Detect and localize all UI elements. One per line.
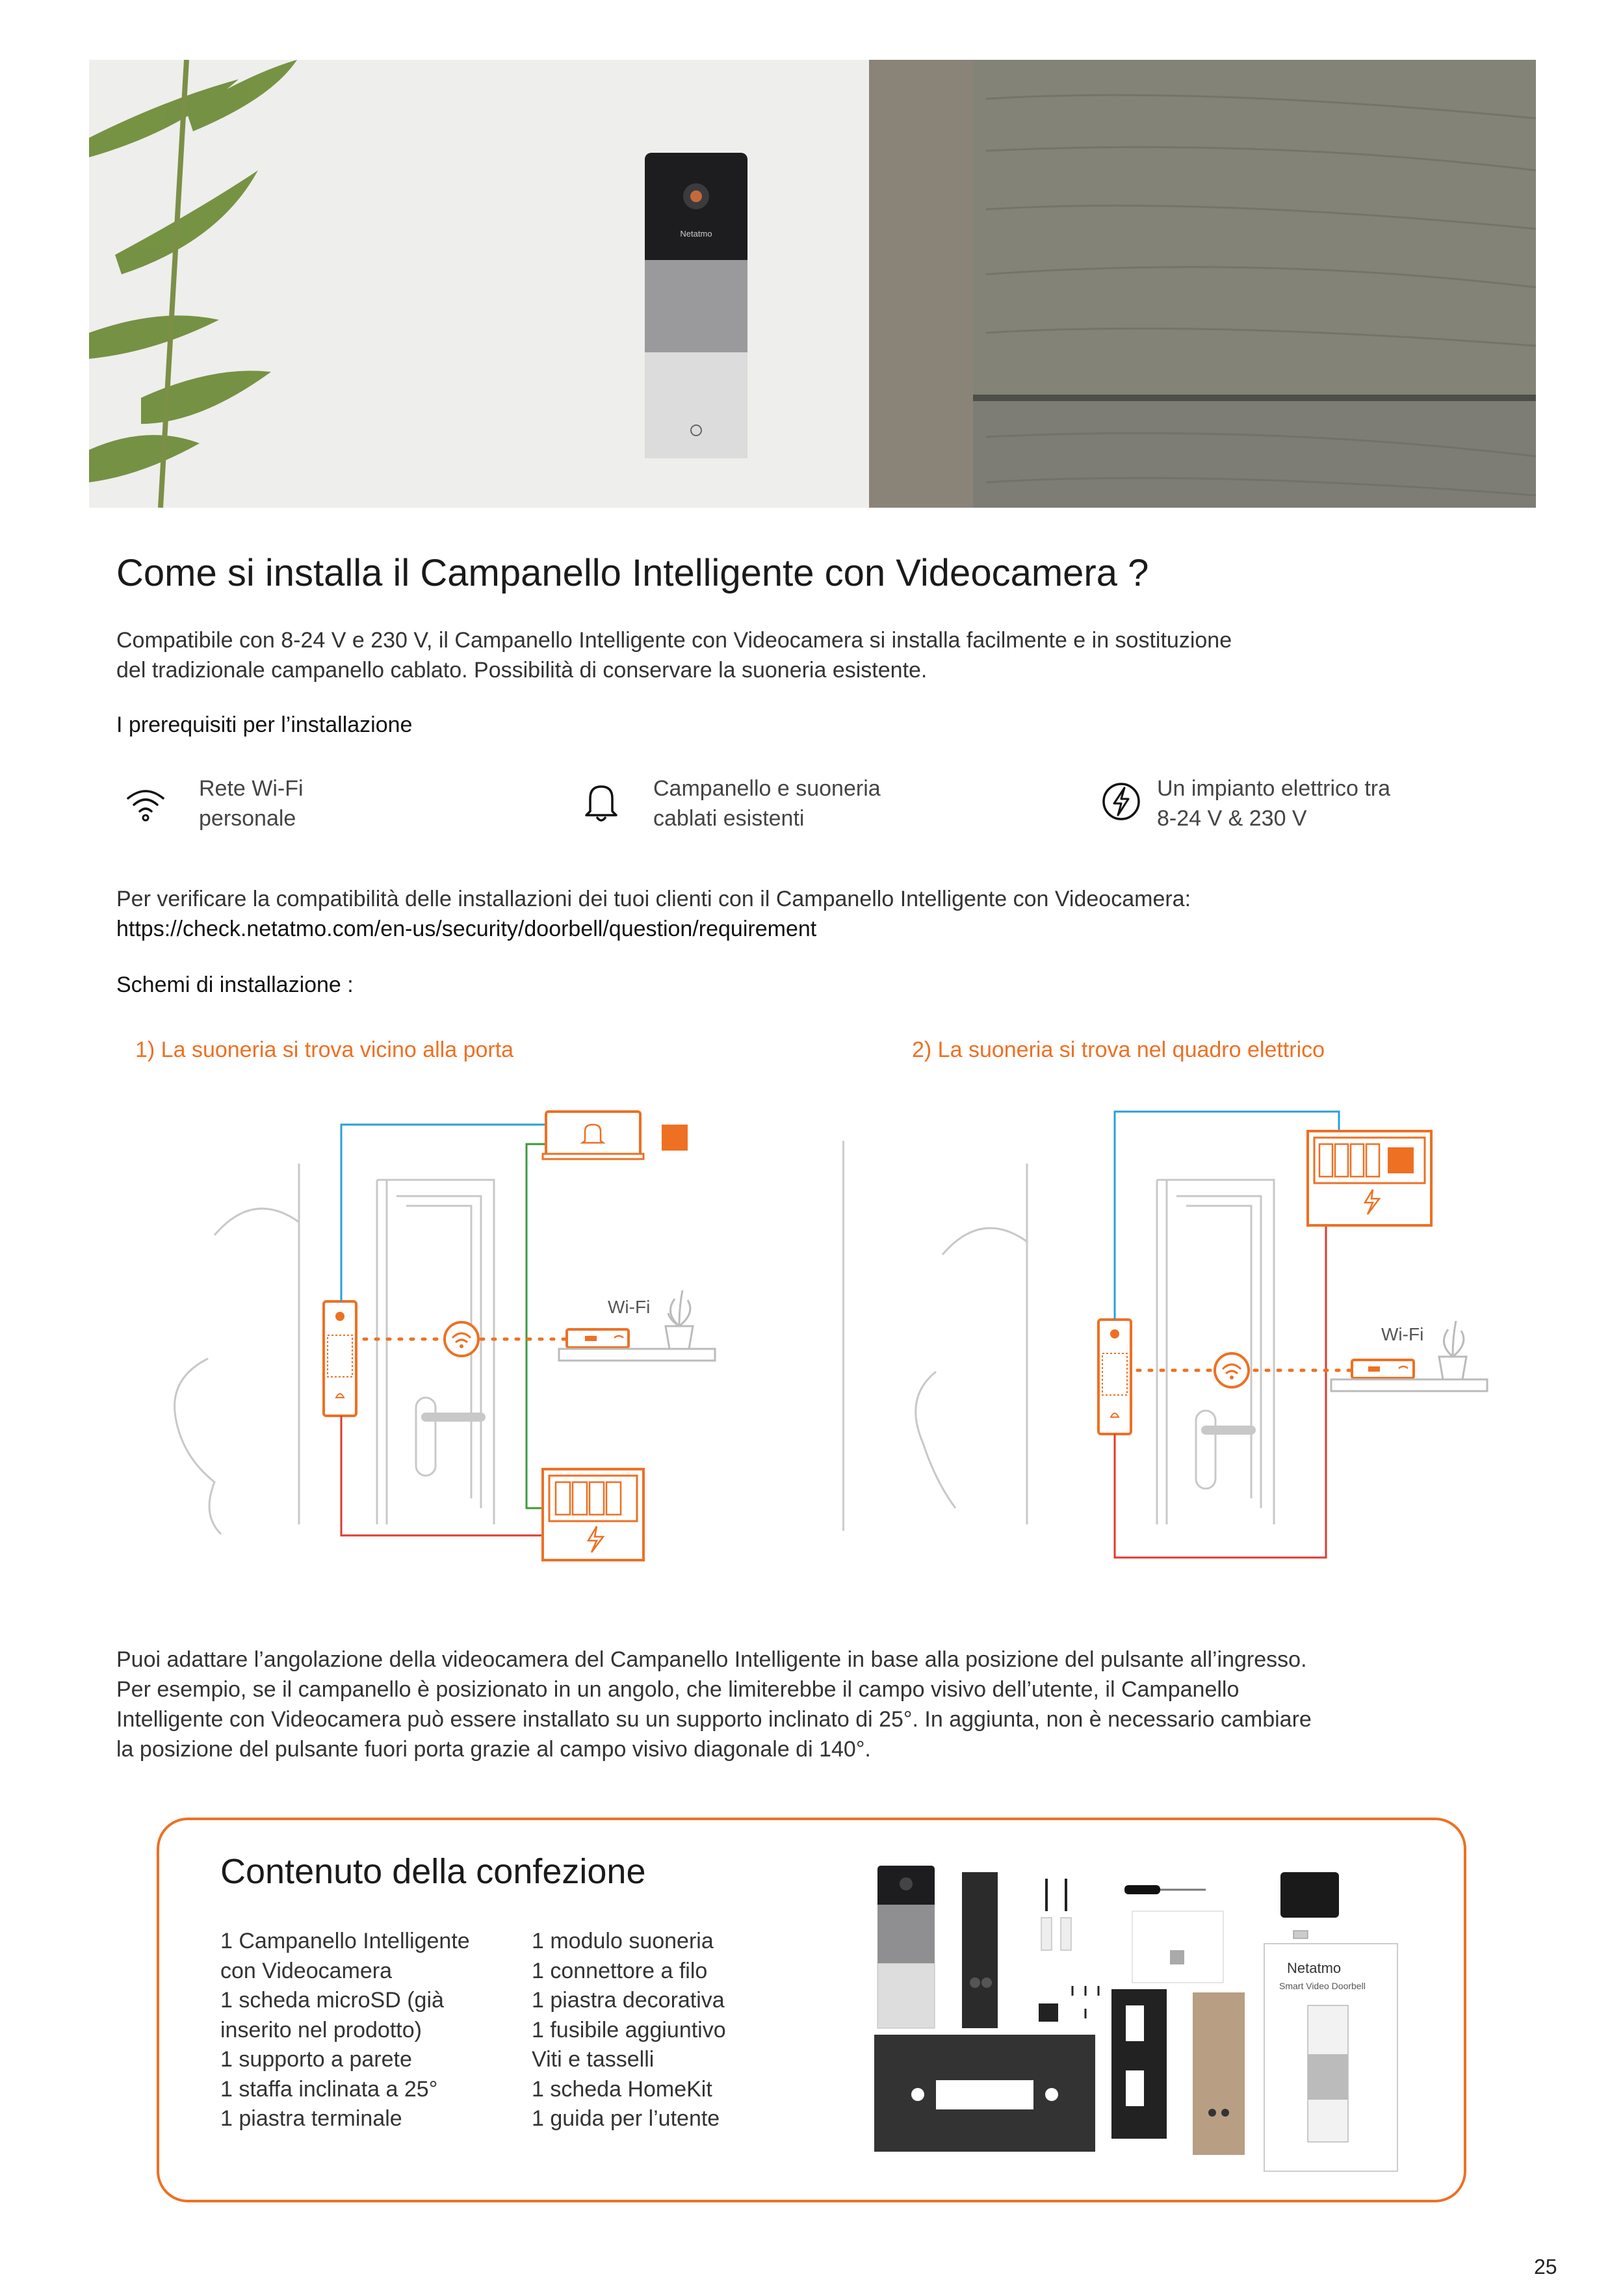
intro-text: [116, 625, 1403, 685]
product-name: Smart Video Doorbell: [1279, 1981, 1366, 1991]
list-item: 1 scheda microSD (già: [220, 1988, 444, 2013]
schemes-heading: Schemi di installazione :: [116, 972, 354, 997]
list-item: 1 connettore a filo: [532, 1958, 708, 1983]
doorbell-device: [645, 153, 747, 458]
wire-green: [526, 1144, 546, 1508]
prereq-label: 8-24 V & 230 V: [1157, 806, 1307, 831]
hero-image: [89, 60, 1536, 508]
list-item: con Videocamera: [220, 1958, 392, 1983]
list-item: 1 staffa inclinata a 25°: [220, 2076, 438, 2102]
wire-blue: [1115, 1112, 1339, 1320]
list-item: 1 guida per l’utente: [532, 2106, 720, 2131]
wire-blue: [341, 1125, 546, 1301]
list-item: 1 modulo suoneria: [532, 1929, 714, 1953]
doorbell-brand: Netatmo: [680, 229, 712, 239]
prereq-label: Un impianto elettrico tra: [1157, 776, 1391, 801]
electrical-panel-icon: [1308, 1131, 1431, 1225]
electrical-panel-icon: [543, 1469, 643, 1560]
shelf: [1331, 1379, 1487, 1391]
doorbell-diagram-icon: [324, 1301, 356, 1416]
contents-list-2: [532, 1927, 726, 2134]
prereq-label: cablati esistenti: [653, 806, 805, 831]
prereq-label: personale: [199, 806, 296, 831]
verify-url-link[interactable]: https://check.netatmo.com/en-us/security/doorbell/question/requirement: [116, 917, 817, 941]
list-item: 1 fusibile aggiuntivo: [532, 2017, 726, 2042]
diagram1-title: 1) La suoneria si trova vicino alla porta: [135, 1037, 514, 1062]
wall-plant-outline: [175, 1359, 221, 1534]
verify-block: [116, 884, 1191, 944]
router-icon: [1352, 1360, 1414, 1378]
plant-icon: [1439, 1321, 1466, 1379]
diagram2-title: 2) La suoneria si trova nel quadro elettrico: [912, 1037, 1325, 1062]
router-icon: [567, 1329, 629, 1348]
list-item: 1 scheda HomeKit: [532, 2076, 712, 2102]
list-item: Viti e tasselli: [532, 2047, 655, 2072]
bell-icon: [578, 779, 624, 824]
prereq-wifi: [116, 774, 571, 839]
intro-line: Compatibile con 8-24 V e 230 V, il Campanello Intelligente con Videocamera si installa facilmente e in sostituzione: [116, 628, 1232, 653]
angle-paragraph: [116, 1645, 1449, 1764]
list-item: 1 supporto a parete: [220, 2047, 412, 2072]
paragraph-line: Intelligente con Videocamera può essere installato su un supporto inclinato di 25°. In aggiunta, non è necessario cambiare: [116, 1707, 1312, 1732]
paragraph-line: Puoi adattare l’angolazione della videocamera del Campanello Intelligente in base alla posizione del pulsante all’ingresso.: [116, 1647, 1307, 1672]
shelf: [559, 1349, 715, 1361]
paragraph-line: la posizione del pulsante fuori porta grazie al campo visivo diagonale di 140°.: [116, 1737, 871, 1762]
verify-text: Per verificare la compatibilità delle installazioni dei tuoi clienti con il Campanello Intelligente con Videocamera:: [116, 887, 1191, 911]
prereq-label: Campanello e suoneria: [653, 776, 881, 801]
wifi-signal-icon: [445, 1322, 478, 1356]
list-item: 1 piastra decorativa: [532, 1988, 725, 2013]
prerequisites-heading: I prerequisiti per l’installazione: [116, 712, 413, 737]
wifi-label: Wi-Fi: [1381, 1324, 1424, 1344]
hero-photo: [89, 60, 1536, 508]
box-title: Contenuto della confezione: [220, 1852, 646, 1891]
plant-icon: [666, 1290, 693, 1349]
list-item: inserito nel prodotto): [220, 2017, 422, 2042]
contents-list-1: [220, 1927, 470, 2134]
wifi-label: Wi-Fi: [608, 1297, 651, 1317]
diagram-1: [130, 1092, 780, 1593]
intro-line: del tradizionale campanello cablato. Possibilità di conservare la suoneria esistente.: [116, 658, 928, 683]
prereq-bell: [572, 774, 1027, 839]
list-item: 1 Campanello Intelligente: [220, 1929, 470, 1953]
wire-red: [341, 1416, 543, 1535]
page-title: Come si installa il Campanello Intelligente con Videocamera ?: [116, 552, 1149, 594]
chime-module-icon: [543, 1112, 688, 1159]
prereq-label: Rete Wi-Fi: [199, 776, 304, 801]
doorbell-diagram-icon: [1098, 1320, 1131, 1434]
page-number: 25: [1534, 2255, 1557, 2278]
prereq-power: [1092, 774, 1547, 839]
package-contents-photo: [871, 1859, 1404, 2178]
wifi-icon: [123, 780, 168, 826]
list-item: 1 piastra terminale: [220, 2106, 402, 2131]
paragraph-line: Per esempio, se il campanello è posizionato in un angolo, che limiterebbe il campo visivo dell’utente, il Campanello: [116, 1677, 1240, 1702]
diagram-separator: [842, 1141, 844, 1531]
product-brand: Netatmo: [1287, 1960, 1342, 1976]
diagram-2: [910, 1092, 1560, 1593]
wifi-signal-icon: [1215, 1353, 1249, 1387]
lightning-icon: [1098, 779, 1144, 824]
